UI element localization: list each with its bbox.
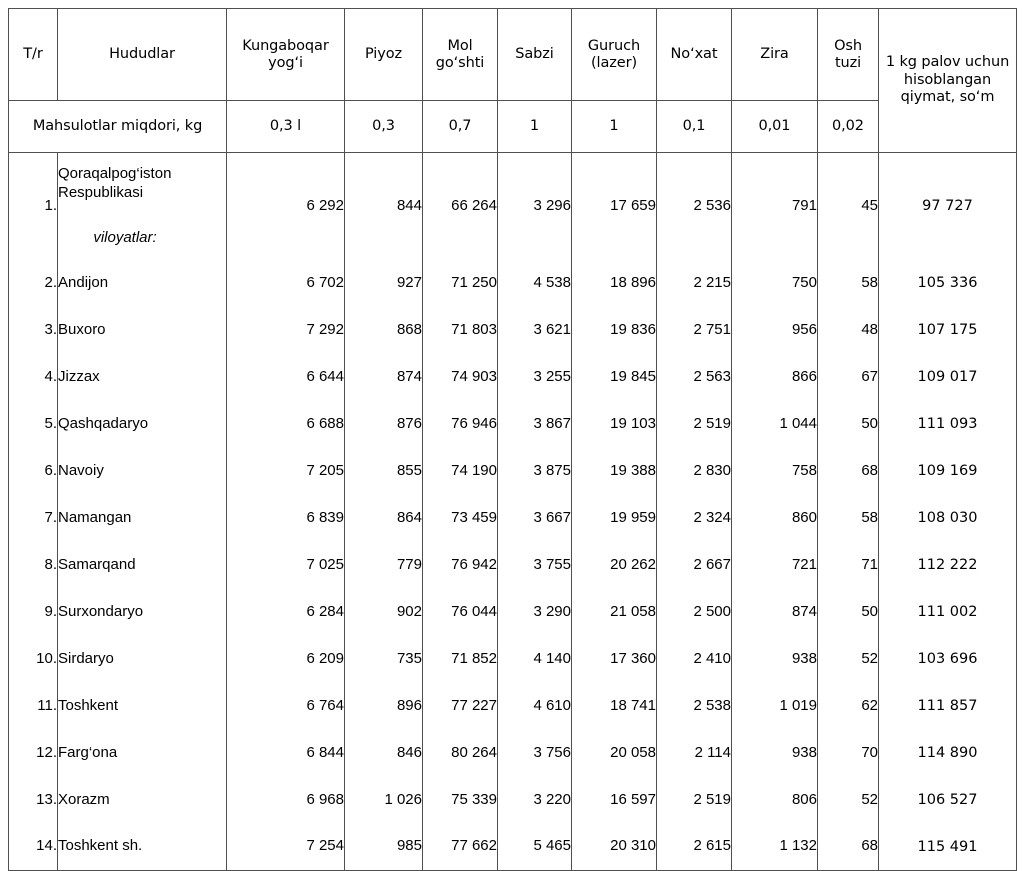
cell-carrot: 3 667 xyxy=(498,495,572,542)
cell-sunflower-oil: 6 284 xyxy=(227,589,345,636)
region-name xyxy=(58,589,227,636)
cell-cumin: 1 019 xyxy=(732,683,818,730)
cell-peas: 2 324 xyxy=(657,495,732,542)
header-carrot: Sabzi xyxy=(498,9,572,101)
cell-carrot: 3 875 xyxy=(498,448,572,495)
cell-onion: 846 xyxy=(345,730,423,777)
cell-beef: 80 264 xyxy=(423,730,498,777)
header-total-value: 1 kg palov uchun hisoblangan qiymat, so‘m xyxy=(879,9,1017,153)
cell-onion: 896 xyxy=(345,683,423,730)
region-name xyxy=(58,401,227,448)
cell-sunflower-oil: 6 702 xyxy=(227,260,345,307)
cell-salt: 71 xyxy=(818,542,879,589)
cell-rice: 19 959 xyxy=(572,495,657,542)
cell-onion: 735 xyxy=(345,636,423,683)
cell-sunflower-oil: 7 292 xyxy=(227,307,345,354)
cell-salt: 48 xyxy=(818,307,879,354)
cell-total-value: 109 017 xyxy=(917,368,978,385)
table-row xyxy=(9,636,1017,683)
cell-beef: 73 459 xyxy=(423,495,498,542)
cell-sunflower-oil: 6 209 xyxy=(227,636,345,683)
cell-beef: 66 264 xyxy=(423,153,498,260)
cell-cumin: 1 132 xyxy=(732,824,818,871)
region-label: Qoraqalpog‘iston Respublikasi xyxy=(58,165,172,201)
table-row xyxy=(9,401,1017,448)
region-name xyxy=(58,260,227,307)
cell-beef: 71 803 xyxy=(423,307,498,354)
cell-onion: 779 xyxy=(345,542,423,589)
quantity-carrot: 1 xyxy=(498,101,572,153)
header-tr: T/r xyxy=(9,9,58,101)
cell-total-value: 97 727 xyxy=(922,198,973,215)
region-label: Xorazm xyxy=(58,790,110,808)
cell-sunflower-oil: 6 292 xyxy=(227,153,345,260)
cell-peas: 2 536 xyxy=(657,153,732,260)
cell-onion: 1 026 xyxy=(345,777,423,824)
header-beef xyxy=(423,9,498,101)
cell-carrot: 3 290 xyxy=(498,589,572,636)
cell-sunflower-oil: 6 688 xyxy=(227,401,345,448)
price-table-container xyxy=(8,8,1016,860)
cell-total-value: 111 857 xyxy=(917,697,978,714)
cell-carrot: 3 755 xyxy=(498,542,572,589)
cell-carrot: 3 296 xyxy=(498,153,572,260)
region-label: Navoiy xyxy=(58,461,104,479)
cell-rice: 19 845 xyxy=(572,354,657,401)
cell-cumin: 866 xyxy=(732,354,818,401)
table-row xyxy=(9,153,1017,260)
cell-onion: 876 xyxy=(345,401,423,448)
cell-total-value: 107 175 xyxy=(917,321,978,338)
cell-salt: 70 xyxy=(818,730,879,777)
cell-onion: 927 xyxy=(345,260,423,307)
cell-peas: 2 830 xyxy=(657,448,732,495)
header-beef-line1: Mol xyxy=(447,37,473,54)
header-salt xyxy=(818,9,879,101)
cell-salt: 68 xyxy=(818,448,879,495)
cell-total-value: 115 491 xyxy=(917,838,978,855)
cell-cumin: 758 xyxy=(732,448,818,495)
region-name xyxy=(58,542,227,589)
table-row xyxy=(9,260,1017,307)
header-row-quantities xyxy=(9,101,1017,153)
header-onion: Piyoz xyxy=(345,9,423,101)
row-number: 3. xyxy=(9,307,58,354)
header-sunflower-oil-line2: yog‘i xyxy=(268,54,303,71)
cell-sunflower-oil: 6 968 xyxy=(227,777,345,824)
cell-cumin: 750 xyxy=(732,260,818,307)
cell-salt: 45 xyxy=(818,153,879,260)
table-row xyxy=(9,495,1017,542)
cell-rice: 16 597 xyxy=(572,777,657,824)
cell-total-value: 111 093 xyxy=(917,415,978,432)
cell-rice: 20 058 xyxy=(572,730,657,777)
region-name xyxy=(58,777,227,824)
row-number: 14. xyxy=(9,824,58,871)
cell-beef: 77 227 xyxy=(423,683,498,730)
cell-rice: 18 896 xyxy=(572,260,657,307)
cell-beef: 76 946 xyxy=(423,401,498,448)
cell-rice: 17 360 xyxy=(572,636,657,683)
cell-rice: 17 659 xyxy=(572,153,657,260)
cell-salt: 50 xyxy=(818,401,879,448)
cell-onion: 868 xyxy=(345,307,423,354)
region-name xyxy=(58,153,227,260)
cell-cumin: 721 xyxy=(732,542,818,589)
cell-peas: 2 215 xyxy=(657,260,732,307)
cell-peas: 2 500 xyxy=(657,589,732,636)
cell-beef: 71 852 xyxy=(423,636,498,683)
header-rice-line2: (lazer) xyxy=(590,54,638,71)
cell-sunflower-oil: 6 764 xyxy=(227,683,345,730)
row-number: 6. xyxy=(9,448,58,495)
cell-total-value: 108 030 xyxy=(917,509,978,526)
row-number: 5. xyxy=(9,401,58,448)
cell-peas: 2 410 xyxy=(657,636,732,683)
cell-cumin: 874 xyxy=(732,589,818,636)
header-region: Hududlar xyxy=(58,9,227,101)
cell-total-value: 109 169 xyxy=(917,462,978,479)
quantity-sunflower-oil: 0,3 l xyxy=(227,101,345,153)
quantity-cumin: 0,01 xyxy=(732,101,818,153)
row-number: 8. xyxy=(9,542,58,589)
cell-salt: 68 xyxy=(818,824,879,871)
cell-cumin: 791 xyxy=(732,153,818,260)
region-label: Surxondaryo xyxy=(58,602,144,620)
cell-beef: 75 339 xyxy=(423,777,498,824)
header-peas: No‘xat xyxy=(657,9,732,101)
region-label: Namangan xyxy=(58,508,132,526)
cell-total-value: 106 527 xyxy=(917,791,978,808)
cell-beef: 76 044 xyxy=(423,589,498,636)
cell-peas: 2 519 xyxy=(657,777,732,824)
cell-onion: 985 xyxy=(345,824,423,871)
header-rice-line1: Guruch xyxy=(587,37,641,54)
row-number: 7. xyxy=(9,495,58,542)
header-row-labels xyxy=(9,9,1017,101)
region-label: Buxoro xyxy=(58,320,106,338)
quantity-rice: 1 xyxy=(572,101,657,153)
cell-peas: 2 751 xyxy=(657,307,732,354)
row-number: 12. xyxy=(9,730,58,777)
cell-salt: 58 xyxy=(818,260,879,307)
table-row xyxy=(9,448,1017,495)
cell-peas: 2 114 xyxy=(657,730,732,777)
table-row xyxy=(9,730,1017,777)
header-sunflower-oil xyxy=(227,9,345,101)
cell-carrot: 3 220 xyxy=(498,777,572,824)
cell-peas: 2 538 xyxy=(657,683,732,730)
quantity-beef: 0,7 xyxy=(423,101,498,153)
region-label: Toshkent xyxy=(58,696,119,714)
row-number: 1. xyxy=(9,153,58,260)
cell-rice: 19 103 xyxy=(572,401,657,448)
cell-onion: 855 xyxy=(345,448,423,495)
region-label: Samarqand xyxy=(58,555,136,573)
row-number: 4. xyxy=(9,354,58,401)
cell-rice: 20 262 xyxy=(572,542,657,589)
cell-cumin: 956 xyxy=(732,307,818,354)
cell-salt: 50 xyxy=(818,589,879,636)
cell-cumin: 938 xyxy=(732,636,818,683)
row-number: 2. xyxy=(9,260,58,307)
row-number: 9. xyxy=(9,589,58,636)
table-row xyxy=(9,824,1017,871)
cell-carrot: 3 867 xyxy=(498,401,572,448)
row-number: 10. xyxy=(9,636,58,683)
cell-carrot: 3 756 xyxy=(498,730,572,777)
cell-salt: 52 xyxy=(818,777,879,824)
cell-onion: 902 xyxy=(345,589,423,636)
region-label: Toshkent sh. xyxy=(58,837,143,855)
cell-sunflower-oil: 7 025 xyxy=(227,542,345,589)
region-label: Qashqadaryo xyxy=(58,414,149,432)
cell-carrot: 3 621 xyxy=(498,307,572,354)
cell-rice: 21 058 xyxy=(572,589,657,636)
region-name xyxy=(58,354,227,401)
cell-rice: 20 310 xyxy=(572,824,657,871)
cell-carrot: 4 140 xyxy=(498,636,572,683)
region-label: Andijon xyxy=(58,273,109,291)
row-number: 13. xyxy=(9,777,58,824)
table-head xyxy=(9,9,1017,153)
palov-price-table xyxy=(8,8,1017,871)
cell-peas: 2 519 xyxy=(657,401,732,448)
header-sunflower-oil-line1: Kungaboqar xyxy=(242,37,329,54)
cell-beef: 71 250 xyxy=(423,260,498,307)
cell-beef: 74 190 xyxy=(423,448,498,495)
quantity-salt: 0,02 xyxy=(818,101,879,153)
cell-onion: 874 xyxy=(345,354,423,401)
cell-carrot: 4 538 xyxy=(498,260,572,307)
cell-total-value: 111 002 xyxy=(917,603,978,620)
cell-carrot: 5 465 xyxy=(498,824,572,871)
region-label: Sirdaryo xyxy=(58,649,114,667)
cell-beef: 76 942 xyxy=(423,542,498,589)
cell-total-value: 103 696 xyxy=(917,650,978,667)
table-row xyxy=(9,683,1017,730)
region-name xyxy=(58,448,227,495)
cell-total-value: 112 222 xyxy=(917,556,978,573)
cell-peas: 2 667 xyxy=(657,542,732,589)
cell-beef: 77 662 xyxy=(423,824,498,871)
table-body xyxy=(9,153,1017,871)
header-beef-line2: go‘shti xyxy=(435,54,485,71)
cell-cumin: 806 xyxy=(732,777,818,824)
cell-salt: 62 xyxy=(818,683,879,730)
region-name xyxy=(58,307,227,354)
table-row xyxy=(9,542,1017,589)
cell-cumin: 860 xyxy=(732,495,818,542)
cell-total-value: 105 336 xyxy=(917,274,978,291)
cell-onion: 844 xyxy=(345,153,423,260)
cell-sunflower-oil: 6 844 xyxy=(227,730,345,777)
cell-cumin: 1 044 xyxy=(732,401,818,448)
cell-peas: 2 615 xyxy=(657,824,732,871)
header-cumin: Zira xyxy=(732,9,818,101)
cell-salt: 52 xyxy=(818,636,879,683)
cell-cumin: 938 xyxy=(732,730,818,777)
header-rice xyxy=(572,9,657,101)
row-number: 11. xyxy=(9,683,58,730)
cell-carrot: 4 610 xyxy=(498,683,572,730)
quantity-peas: 0,1 xyxy=(657,101,732,153)
region-label: Jizzax xyxy=(58,367,100,385)
cell-carrot: 3 255 xyxy=(498,354,572,401)
quantity-onion: 0,3 xyxy=(345,101,423,153)
header-salt-line1: Osh xyxy=(834,37,862,54)
table-row xyxy=(9,354,1017,401)
regions-subheading: viloyatlar: xyxy=(93,228,157,246)
table-row xyxy=(9,777,1017,824)
region-name xyxy=(58,730,227,777)
cell-rice: 19 836 xyxy=(572,307,657,354)
cell-sunflower-oil: 7 254 xyxy=(227,824,345,871)
cell-salt: 58 xyxy=(818,495,879,542)
region-name xyxy=(58,683,227,730)
cell-peas: 2 563 xyxy=(657,354,732,401)
header-salt-line2: tuzi xyxy=(834,54,862,71)
cell-rice: 19 388 xyxy=(572,448,657,495)
region-name xyxy=(58,824,227,871)
quantity-row-label: Mahsulotlar miqdori, kg xyxy=(9,101,227,153)
region-name xyxy=(58,636,227,683)
cell-sunflower-oil: 6 644 xyxy=(227,354,345,401)
table-row xyxy=(9,307,1017,354)
region-label: Farg‘ona xyxy=(58,743,118,761)
cell-beef: 74 903 xyxy=(423,354,498,401)
cell-sunflower-oil: 6 839 xyxy=(227,495,345,542)
cell-total-value: 114 890 xyxy=(917,744,978,761)
cell-rice: 18 741 xyxy=(572,683,657,730)
region-name xyxy=(58,495,227,542)
table-row xyxy=(9,589,1017,636)
cell-salt: 67 xyxy=(818,354,879,401)
cell-sunflower-oil: 7 205 xyxy=(227,448,345,495)
cell-onion: 864 xyxy=(345,495,423,542)
